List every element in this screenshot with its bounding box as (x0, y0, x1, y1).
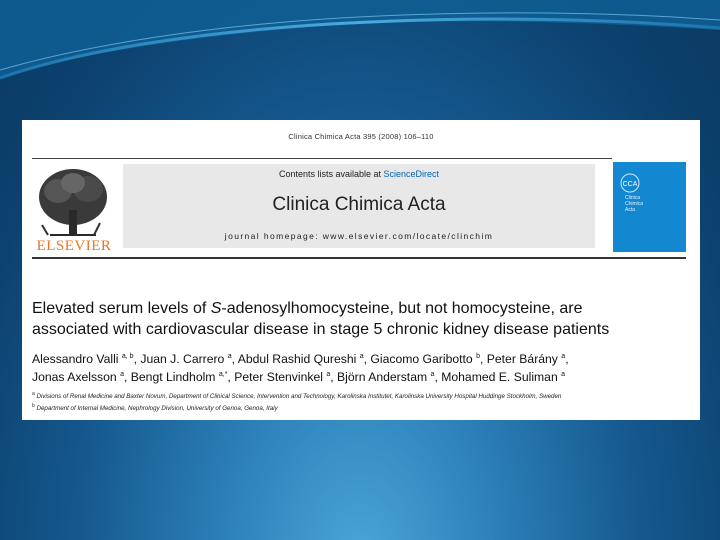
author-affil-mark: b (476, 353, 480, 360)
title-prefix: Elevated serum levels of (32, 300, 211, 317)
journal-header-box (123, 164, 595, 248)
author-affil-mark: a, b (121, 353, 134, 360)
title-italic: S (210, 300, 222, 317)
author-affil-mark: a (430, 371, 435, 379)
contents-line (123, 169, 595, 179)
affiliation-text: Department of Internal Medicine, Nephrology Division, University of Genoa, Genoa, Italy (36, 404, 278, 412)
journal-cover (613, 162, 686, 252)
cover-title-line: Clinica (625, 195, 641, 201)
author: Mohamed E. Suliman (441, 370, 558, 385)
author: Giacomo Garibotto (370, 352, 473, 367)
author: Abdul Rashid Qureshi (237, 352, 357, 367)
journal-citation: Clinica Chimica Acta 395 (2008) 106–110 (288, 132, 434, 141)
elsevier-wordmark: ELSEVIER (36, 238, 112, 254)
affiliation-mark: a (32, 391, 35, 397)
affiliation-text: Divisions of Renal Medicine and Baxter Novum, Department of Clinical Science, Intervention and Technology, Karolinska Institutet, Karolinska University Hospital Huddinge Stockholm, Sweden (36, 393, 562, 401)
article-screenshot (22, 120, 700, 420)
cca-cover-mark (619, 172, 641, 194)
header-bottom-rule (32, 257, 686, 259)
author: Jonas Axelsson (32, 370, 117, 385)
author-affil-mark: a (561, 371, 566, 379)
sciencedirect-link[interactable]: ScienceDirect (383, 169, 440, 179)
author: Bengt Lindholm (130, 370, 216, 385)
author: Juan J. Carrero (140, 352, 225, 367)
author: Peter Bárány (486, 352, 558, 367)
contents-prefix: Contents lists available at (278, 169, 384, 179)
cover-title-line: Acta (625, 207, 636, 213)
author-affil-mark: a (326, 371, 331, 379)
cover-title (625, 195, 643, 213)
author-affil-mark: a (561, 353, 566, 360)
author-affil-mark: a (227, 353, 232, 360)
title-line2: associated with cardiovascular disease in stage 5 chronic kidney disease patients (32, 321, 610, 338)
author-affil-mark: a,* (218, 371, 228, 379)
author: Björn Anderstam (337, 370, 428, 385)
affiliation-mark: b (32, 402, 35, 409)
author-affil-mark: a (120, 371, 124, 379)
affiliation-line (32, 390, 692, 402)
author-list: Alessandro Valli $^{a, b}$, Juan J. Carrero $^a$, Abdul Rashid Qureshi $^a$, Giacomo Garibotto $^b$, Peter Bárány $^a$, Jonas Axelsson $^a$, Bengt Lindholm $^{a,*}$, Peter Stenvinkel $^a$, Björn Anderstam $^a$, Mohamed E. Suliman $^a$ (32, 352, 569, 385)
affiliations (32, 390, 692, 413)
journal-homepage: journal homepage: www.elsevier.com/locate/clinchim (224, 231, 494, 241)
title-rest: -adenosylhomocysteine, but not homocysteine, are (221, 300, 583, 317)
cover-mark-text: CCA (622, 181, 638, 188)
author-affil-mark: a (359, 353, 364, 360)
cover-title-line: Chimica (625, 201, 644, 207)
author: Peter Stenvinkel (234, 370, 323, 385)
journal-title: Clinica Chimica Acta (272, 194, 446, 215)
article-title (32, 298, 692, 340)
top-wave-band (0, 0, 720, 110)
top-rule (32, 158, 612, 159)
affiliation-line (32, 402, 692, 414)
author: Alessandro Valli (32, 352, 119, 367)
